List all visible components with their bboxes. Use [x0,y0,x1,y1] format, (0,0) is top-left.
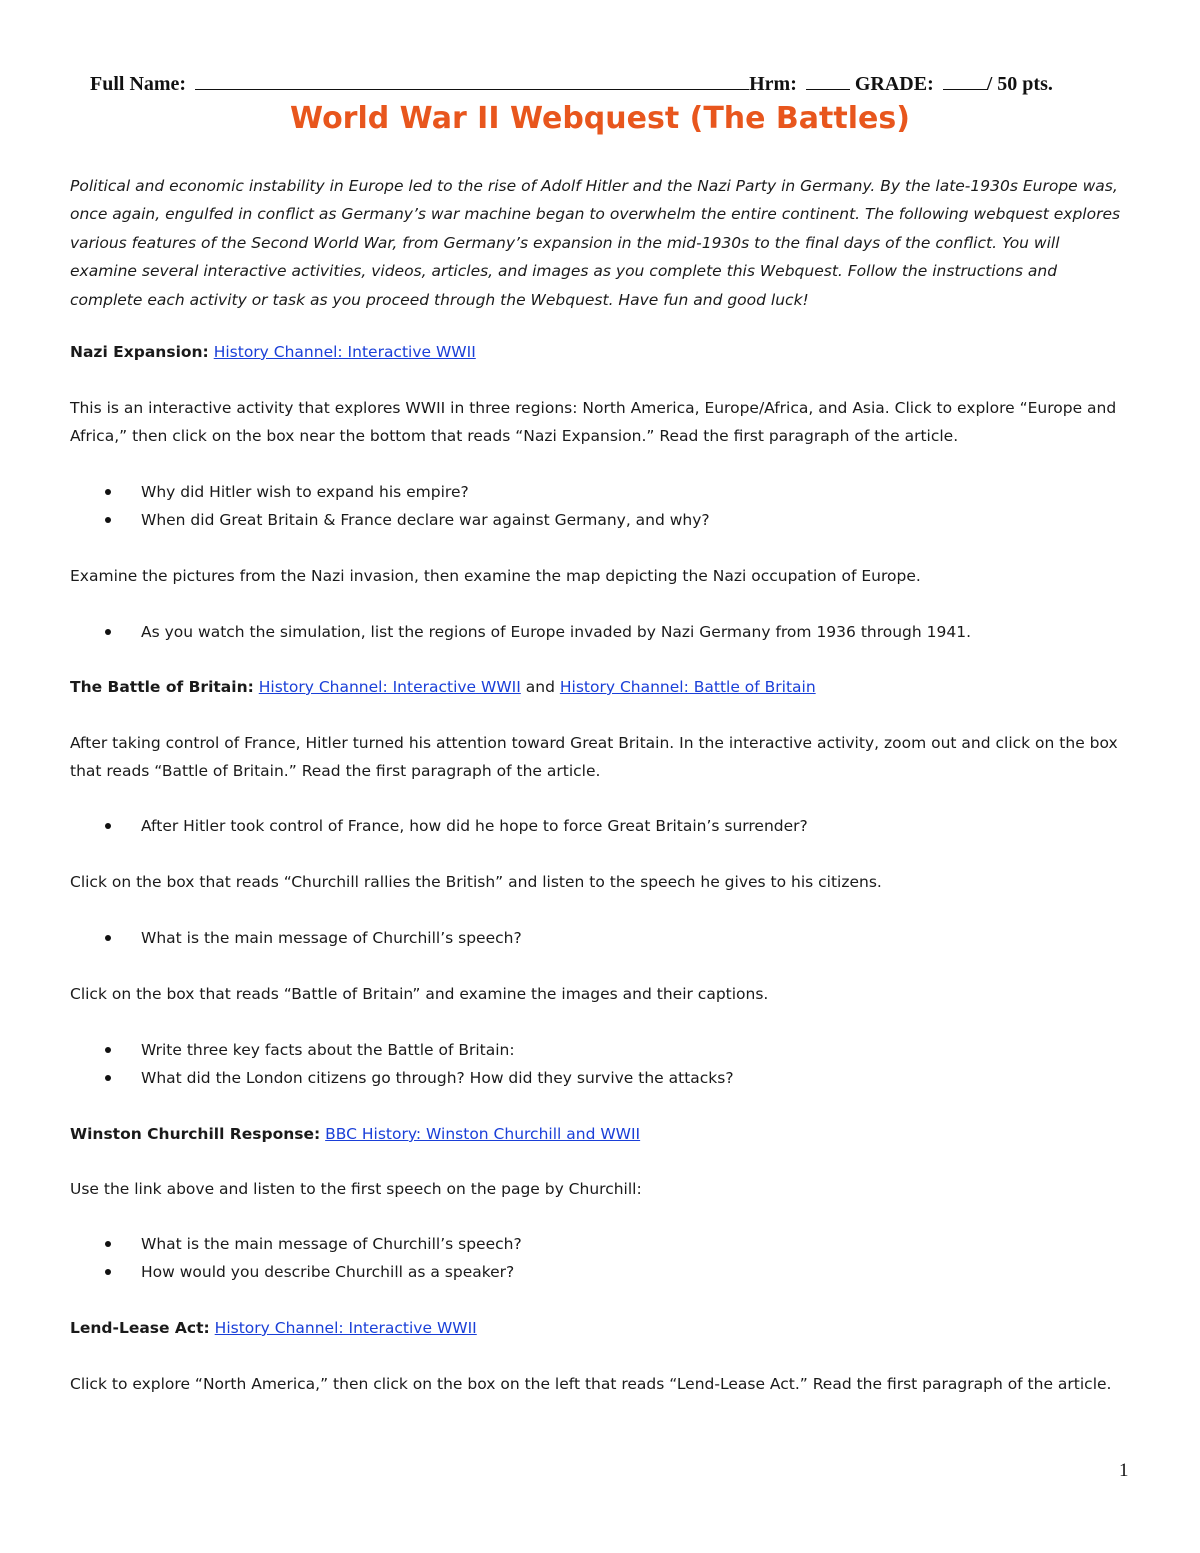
churchill-rallies-instructions: Click on the box that reads “Churchill rallies the British” and listen to the speech he gives to his citizens. [70,873,882,891]
question-item: How would you describe Churchill as a speaker? [141,1258,1131,1286]
nazi-expansion-heading-line [70,338,1130,366]
question-item: What did the London citizens go through? How did they survive the attacks? [141,1064,1131,1092]
question-item: Write three key facts about the Battle of Britain: [141,1036,1131,1064]
lend-lease-heading-line [70,1314,1130,1342]
conjunction-text: and [525,678,555,696]
student-header [90,73,1120,96]
nazi-map-instructions: Examine the pictures from the Nazi invasion, then examine the map depicting the Nazi occupation of Europe. [70,567,921,585]
interactive-wwii-link[interactable]: History Channel: Interactive WWII [258,678,521,696]
section-heading: Nazi Expansion: [70,343,209,361]
question-item: After Hitler took control of France, how did he hope to force Great Britain’s surrender? [141,812,1131,840]
full-name-label: Full Name: [90,73,187,95]
section-heading: The Battle of Britain: [70,678,254,696]
interactive-wwii-link[interactable]: History Channel: Interactive WWII [214,1319,477,1337]
page-number: 1 [1119,1460,1129,1481]
battle-of-britain-link[interactable]: History Channel: Battle of Britain [559,678,816,696]
churchill-instructions: Use the link above and listen to the first speech on the page by Churchill: [70,1180,642,1198]
lend-lease-instructions: Click to explore “North America,” then click on the box on the left that reads “Lend-Lease Act.” Read the first paragraph of the article. [70,1375,1112,1393]
hrm-field[interactable] [806,88,850,90]
britain-instructions: After taking control of France, Hitler turned his attention toward Great Britain. In the interactive activity, zoom out and click on the box that reads “Battle of Britain.” Read the first paragraph of the article. [70,734,1118,781]
question-item: Why did Hitler wish to expand his empire? [141,478,1131,506]
question-item: What is the main message of Churchill’s speech? [141,1230,1131,1258]
question-item: When did Great Britain & France declare war against Germany, and why? [141,506,1131,534]
points-label: / 50 pts. [986,73,1053,95]
grade-label: GRADE: [854,73,934,95]
section-heading: Winston Churchill Response: [70,1125,321,1143]
question-item: As you watch the simulation, list the regions of Europe invaded by Nazi Germany from 1936 through 1941. [141,618,1131,646]
churchill-heading-line [70,1120,1130,1148]
section-heading: Lend-Lease Act: [70,1319,210,1337]
interactive-wwii-link[interactable]: History Channel: Interactive WWII [213,343,476,361]
page-title: World War II Webquest (The Battles) [290,101,910,136]
bbc-history-link[interactable]: BBC History: Winston Churchill and WWII [325,1125,641,1143]
britain-images-instructions: Click on the box that reads “Battle of Britain” and examine the images and their captions. [70,985,769,1003]
question-item: What is the main message of Churchill’s speech? [141,924,1131,952]
nazi-instructions: This is an interactive activity that explores WWII in three regions: North America, Europe/Africa, and Asia. Click to explore “Europe and Africa,” then click on the box near the bottom that reads “Nazi Expansion.” Read the first paragraph of the article. [70,399,1117,446]
full-name-field[interactable] [195,88,749,90]
battle-of-britain-heading-line [70,673,1130,701]
grade-field[interactable] [943,88,987,90]
hrm-label: Hrm: [749,73,797,95]
intro-paragraph: Political and economic instability in Europe led to the rise of Adolf Hitler and the Nazi Party in Germany. By the late-1930s Europe was, once again, engulfed in conflict as Germany’s war machine began to overwhelm the entire continent. The following webquest explores various features of the Second World War, from Germany’s expansion in the mid-1930s to the final days of the conflict. You will examine several interactive activities, videos, articles, and images as you complete this Webquest. Follow the instructions and complete each activity or task as you proceed through the Webquest. Have fun and good luck! [70,177,1121,309]
